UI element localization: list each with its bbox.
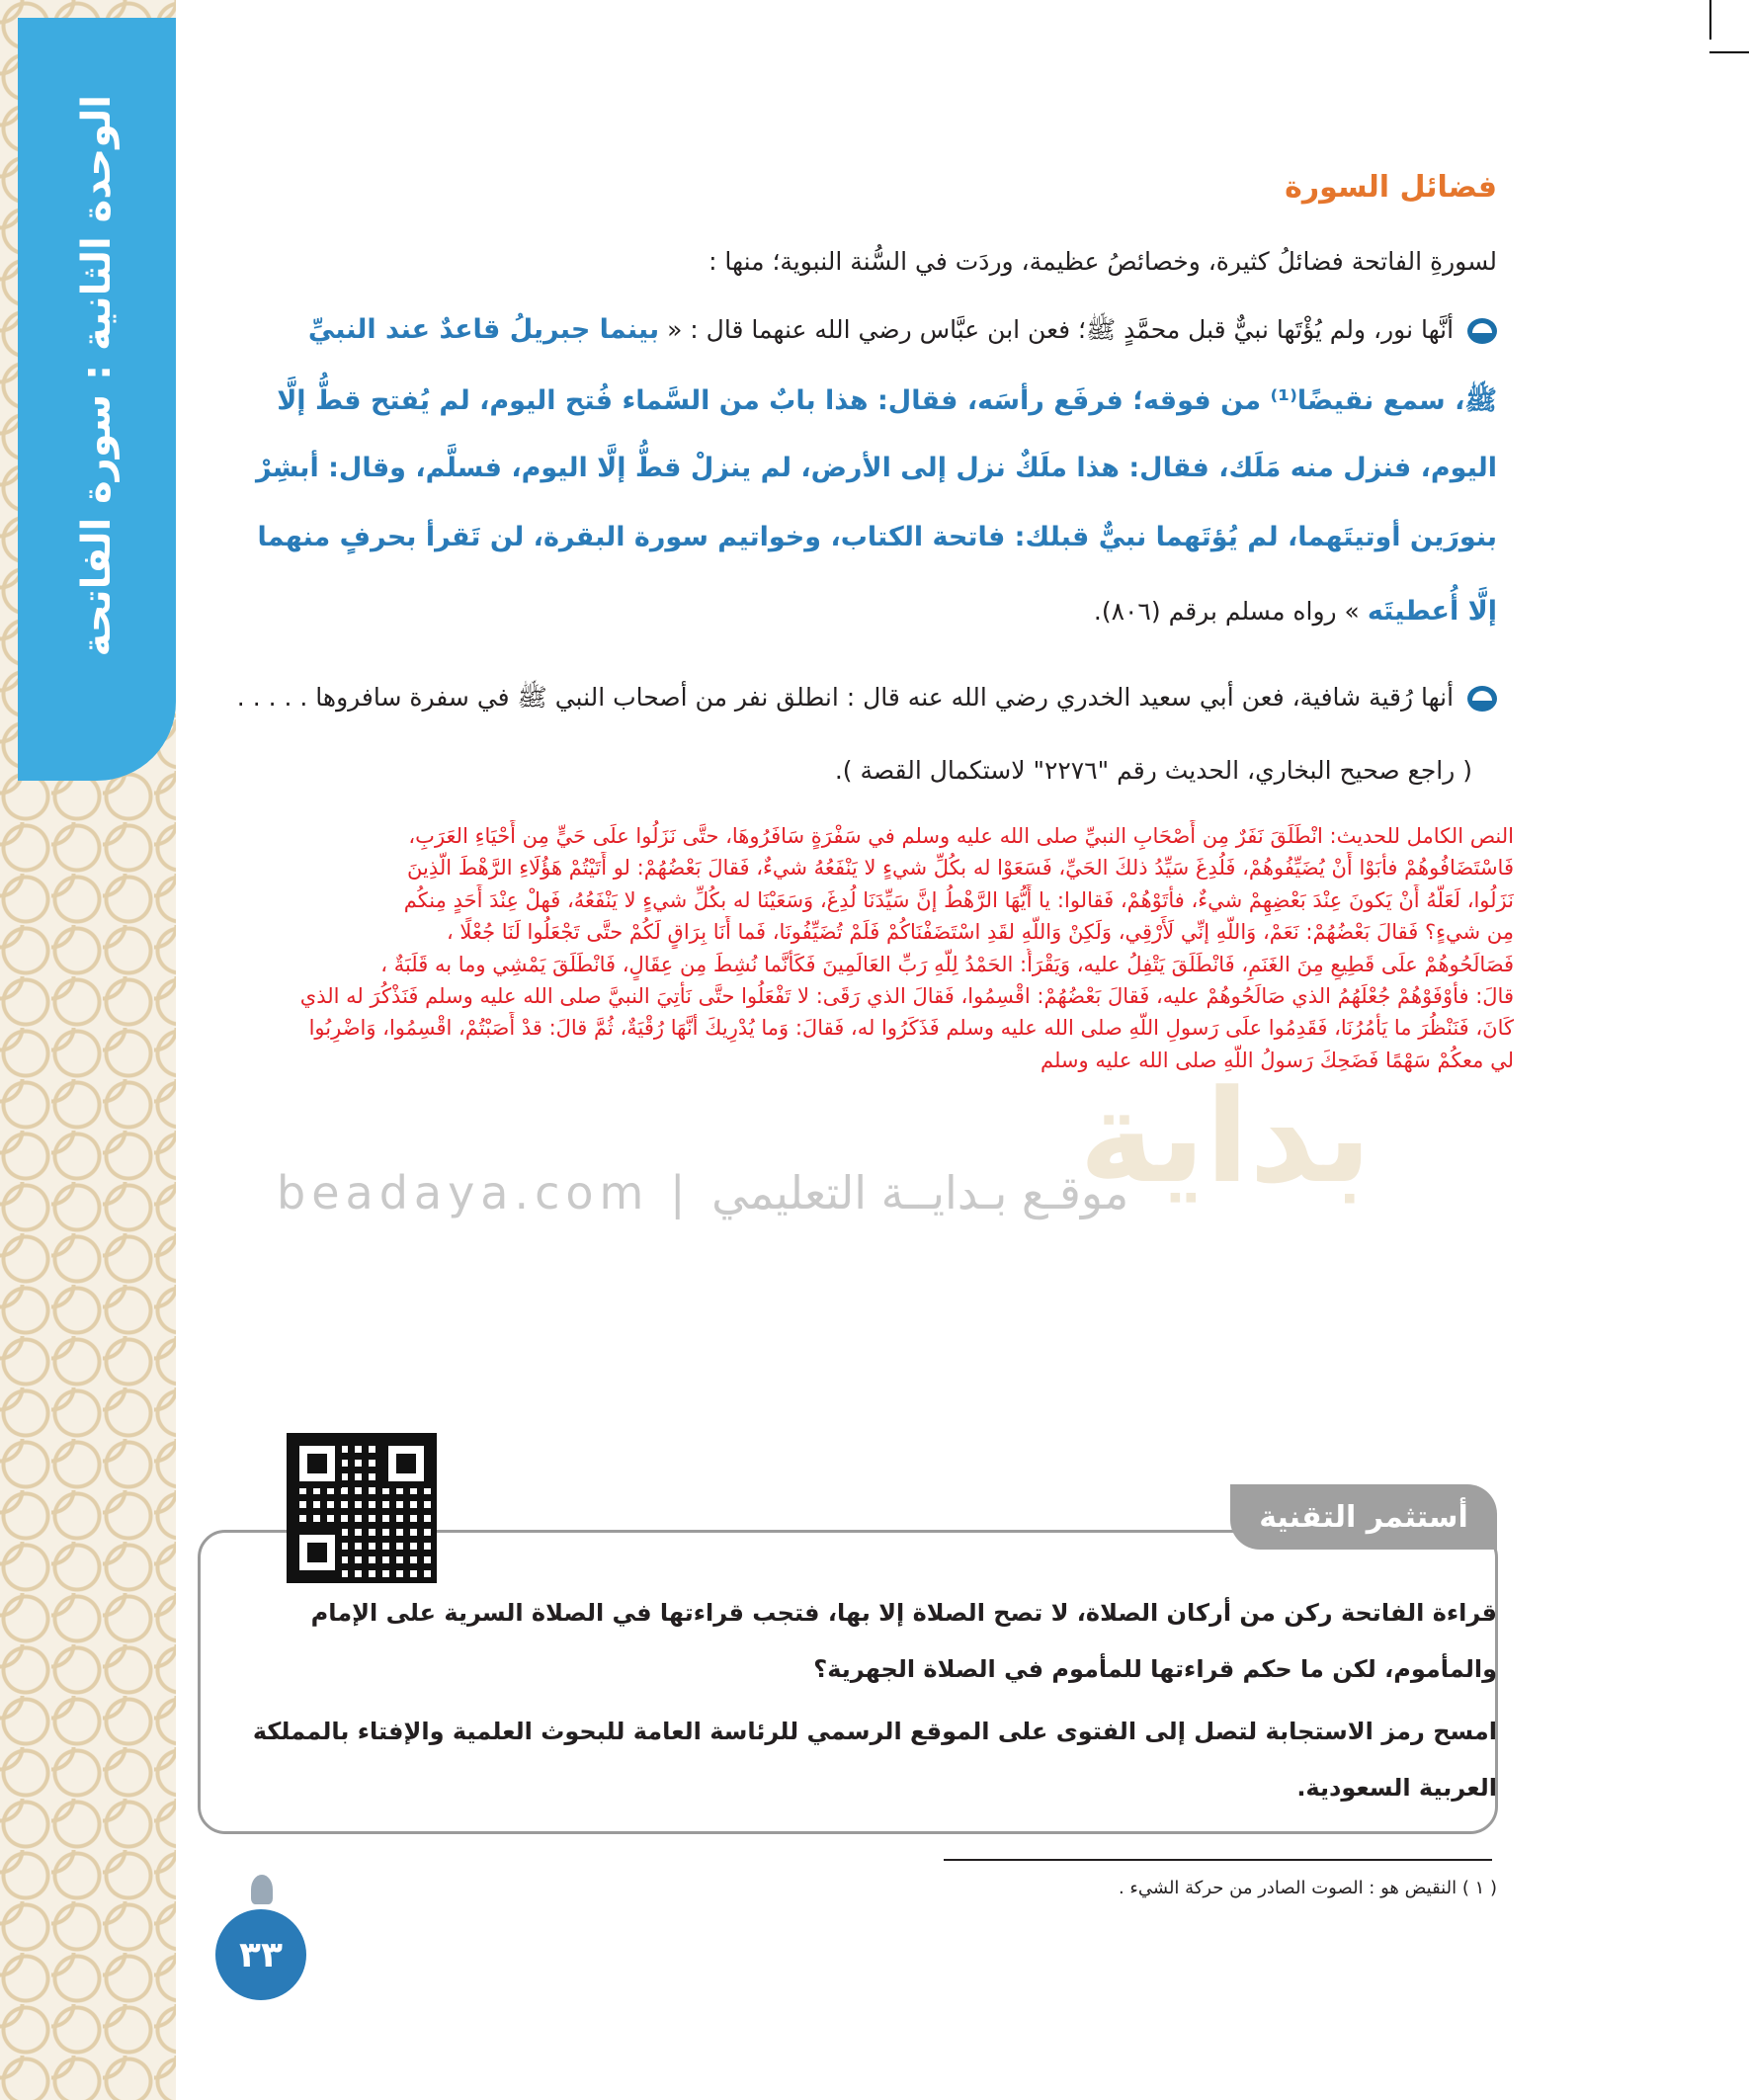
intro-text: لسورةِ الفاتحة فضائلُ كثيرة، وخصائصُ عظيمة، وردَت في السُّنة النبوية؛ منها : [708, 247, 1497, 276]
section-heading: فضائل السورة [1285, 170, 1497, 205]
tech-question-line: والمأموم، لكن ما حكم قراءتها للمأموم في الصلاة الجهرية؟ [813, 1655, 1497, 1683]
tech-instruction-line: العربية السعودية. [1296, 1774, 1497, 1802]
full-hadith-line: لي معكُمْ سَهْمًا فَضَحِكَ رَسولُ اللَّهِ صلى الله عليه وسلم [1040, 1048, 1514, 1072]
qr-code-icon[interactable] [287, 1433, 437, 1583]
full-hadith-line: كَانَ، فَنَنْظُرَ ما يَأْمُرُنَا، فَقَدِمُوا علَى رَسولِ اللَّهِ صلى الله عليه وسلم فَذَكَرُوا له، فَقالَ: وَما يُدْرِيكَ أنَّهَا رُقْيَةٌ، ثُمَّ قالَ: قدْ أَصَبْتُمْ، اقْسِمُوا، وَاضْرِبُوا [308, 1016, 1514, 1041]
emblem-icon [251, 1875, 273, 1904]
watermark-logo: بداية [1078, 1061, 1373, 1212]
hadith-line-1 [308, 314, 1497, 351]
hadith-line-normal: أنَّها نور، ولم يُؤْتَها نبيٌّ قبل محمَّدٍ ﷺ؛ فعن ابن عبَّاس رضي الله عنهما قال : « [667, 315, 1455, 344]
qr-finder [381, 1439, 431, 1488]
full-hadith-line: النص الكامل للحديث: انْطَلَقَ نَفَرٌ مِن أَصْحَابِ النبيِّ صلى الله عليه وسلم في سَفْرَةٍ سَافَرُوهَا، حتَّى نَزَلُوا علَى حَيٍّ مِن أَحْيَاءِ العَرَبِ، [408, 824, 1514, 848]
crop-mark [1709, 0, 1711, 40]
full-hadith-line: فَصَالَحُوهُمْ علَى قَطِيعٍ مِنَ الغَنَمِ، فَانْطَلَقَ يَتْفِلُ عليه، وَيَقْرَأُ: الحَمْدُ لِلَّهِ رَبِّ العَالَمِينَ فَكَأنَّما نُشِطَ مِن عِقَالٍ، فَانْطَلَقَ يَمْشِي وما به قَلَبَةٌ ، [380, 952, 1514, 976]
unit-tab-label: الوحدة الثانية : سورة الفاتحة [74, 94, 120, 657]
item2-text: أنها رُقية شافية، فعن أبي سعيد الخدري رضي الله عنه قال : انطلق نفر من أصحاب النبي ﷺ في سفرة سافروها . . . . . [236, 683, 1455, 712]
hadith-line-2: ﷺ، سمع نقيضًا⁽¹⁾ من فوقه؛ فرفَع رأسَه، فقال: هذا بابٌ من السَّماء فُتح اليوم، لم يُفتح قطُّ إلَّا [277, 385, 1497, 416]
tech-instruction-line: امسح رمز الاستجابة لتصل إلى الفتوى على الموقع الرسمي للرئاسة العامة للبحوث العلمية والإفتاء بالمملكة [252, 1718, 1497, 1745]
hadith-citation: » رواه مسلم برقم (٨٠٦). [1093, 597, 1360, 626]
tech-question-line: قراءة الفاتحة ركن من أركان الصلاة، لا تصح الصلاة إلا بها، فتجب قراءتها في الصلاة السرية على الإمام [310, 1599, 1497, 1627]
qr-finder [292, 1528, 342, 1577]
full-hadith-line: قالَ: فأوْفَوْهُمْ جُعْلَهُمُ الذي صَالَحُوهُمْ عليه، فَقالَ بَعْضُهُمْ: اقْسِمُوا، فَقالَ الذي رَقَى: لا تَفْعَلُوا حتَّى نَأْتِيَ النبيَّ صلى الله عليه وسلم فَنَذْكُرَ له الذي [299, 984, 1514, 1009]
bullet-icon [1467, 318, 1497, 344]
footnote-divider [944, 1859, 1492, 1861]
hadith-line-bold: بينما جبريلُ قاعدٌ عند النبيِّ [307, 314, 660, 345]
tech-label: أستثمر التقنية [1230, 1484, 1497, 1550]
hadith-line-5 [1094, 596, 1497, 627]
full-hadith-line: نَزَلُوا، لَعَلَّهُ أَنْ يَكونَ عِنْدَ بَعْضِهِمْ شيءٌ، فأتَوْهُمْ، فَقالوا: يا أَيُّهَا الرَّهْطُ إنَّ سَيِّدَنَا لُدِغَ، وَسَعَيْنَا له بكُلِّ شيءٍ لا يَنْفَعُهُ، فَهلْ عِنْدَ أَحَدٍ مِنكُم [403, 887, 1514, 912]
hadith-line-bold: إلَّا أُعطيتَه [1367, 596, 1497, 627]
hadith-line-4: بنورَين أوتيتَهما، لم يُؤتَهما نبيٌّ قبلك: فاتحة الكتاب، وخواتيم سورة البقرة، لن تَقرأ بحرفٍ منهما [257, 522, 1497, 552]
qr-finder [292, 1439, 342, 1488]
full-hadith-line: فَاسْتَضَافُوهُمْ فأبَوْا أَنْ يُضَيِّفُوهُمْ، فَلُدِغَ سَيِّدُ ذلكَ الحَيِّ، فَسَعَوْا له بكُلِّ شيءٍ لا يَنْفَعُهُ شيءٌ، فَقالَ بَعْضُهُمْ: لو أَتَيْتُمْ هَؤُلَاءِ الرَّهْطَ الَّذِينَ [406, 856, 1514, 881]
full-hadith-line: مِن شيءٍ؟ فَقالَ بَعْضُهُمْ: نَعَمْ، وَاللَّهِ إنِّي لَأَرْقِي، وَلَكِنْ وَاللَّهِ لقَدِ اسْتَضَفْنَاكُمْ فَلَمْ تُضَيِّفُونَا، فَما أَنَا بِرَاقٍ لَكُمْ حتَّى تَجْعَلُوا لَنَا جُعْلًا ، [446, 920, 1514, 945]
watermark-text: beadaya.com | موقـع بـدايــة التعليمي [277, 1166, 1129, 1219]
crop-mark [1709, 51, 1749, 53]
page-number: ٣٣ [215, 1909, 306, 2000]
full-hadith-text [180, 820, 1514, 1076]
footnote: ( ١ ) النقيض هو : الصوت الصادر من حركة الشيء . [1118, 1878, 1497, 1898]
bullet-icon [1467, 686, 1497, 712]
item2-line-2: ( راجع صحيح البخاري، الحديث رقم "٢٢٧٦" لاستكمال القصة ). [834, 756, 1472, 785]
item2-line-1 [237, 682, 1497, 718]
hadith-line-3: اليوم، فنزل منه مَلَك، فقال: هذا ملَكٌ نزل إلى الأرض، لم ينزلْ قطُّ إلَّا اليوم، فسلَّم، وقال: أبشِرْ [256, 453, 1497, 483]
